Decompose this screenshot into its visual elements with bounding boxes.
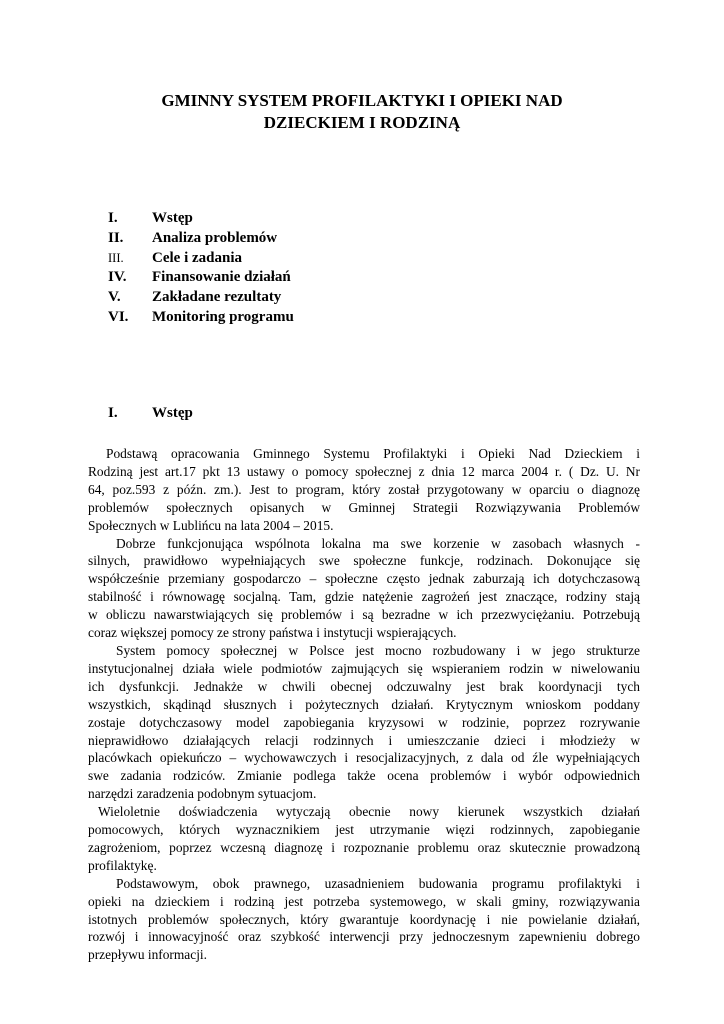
text-line: opieki na dzieckiem i rodziną jest potrzeba systemowego, w skali gminy, rozwiązywania <box>88 893 640 909</box>
text-line: pomocowych, których wyznacznikiem jest utrzymanie więzi rodzinnych, zapobieganie <box>88 822 640 838</box>
text-line: 64, poz.593 z późn. zm.). Jest to program, który został przygotowany w oparciu o diagnozę <box>88 481 640 497</box>
text-line: Wieloletnie doświadczenia wytyczają obecnie nowy kierunek wszystkich działań <box>98 804 640 820</box>
title-line: GMINNY SYSTEM PROFILAKTYKI I OPIEKI NAD <box>161 91 563 110</box>
text-line: narzędzi zaradzenia podobnym sytuacjom. <box>88 786 317 802</box>
text-line: silnych, prawidłowo wypełniających swe społeczne funkcje, rodzinach. Dokonujące się <box>88 553 640 569</box>
text-line: Podstawowym, obok prawnego, uzasadnieniem budowania programu profilaktyki i <box>116 875 640 891</box>
text-line: problemów społecznych opisanych w Gminnej Strategii Rozwiązywania Problemów <box>88 499 640 515</box>
text-line: stabilność i równowagę socjalną. Tam, gdzie natężenie zagrożeń jest znaczące, rodziny stają <box>88 589 640 605</box>
toc-label: Analiza problemów <box>152 229 278 246</box>
text-line: przepływu informacji. <box>88 947 207 963</box>
text-line: zostaje dotychczasowy model zapobiegania kryzysowi w rodzinie, poprzez rozrywanie <box>88 714 640 730</box>
toc-item <box>108 268 294 288</box>
toc-item <box>108 288 294 308</box>
text-line: Dobrze funkcjonująca wspólnota lokalna ma swe korzenie w zasobach własnych - <box>116 535 640 551</box>
toc-label: Wstęp <box>152 210 193 226</box>
text-line: nieprawidłowo działających relacji rodzinnych i umieszczanie dzieci i młodzieży w <box>88 732 640 748</box>
text-line: ich dysfunkcji. Jednakże w chwili obecnej odczuwalny jest brak koordynacji tych <box>88 678 640 694</box>
toc-label: Monitoring programu <box>152 308 294 325</box>
text-line: zagrożeniom, poprzez wczesną diagnozę i rozpoznanie problemu oraz skutecznie prowadzoną <box>88 839 640 855</box>
text-line: rozwój i innowacyjność oraz szybkość interwencji przy jednoczesnym zapewnieniu dobrego <box>88 929 640 945</box>
text-line: placówkach opiekuńczo – wychowawczych i resocjalizacyjnych, z dala od źle wypełniających <box>88 750 640 766</box>
text-line: Podstawą opracowania Gminnego Systemu Profilaktyki i Opieki Nad Dzieckiem i <box>106 446 640 461</box>
section-heading <box>108 403 193 423</box>
toc-number: II. <box>108 229 124 246</box>
toc-item <box>108 308 294 328</box>
toc-number: IV. <box>108 269 127 286</box>
text-line: System pomocy społecznej w Polsce jest mocno rozbudowany i w jego strukturze <box>116 642 640 658</box>
text-line: profilaktykę. <box>88 857 157 873</box>
title-line: DZIECKIEM I RODZINĄ <box>263 113 461 132</box>
toc-label: Finansowanie działań <box>152 269 291 286</box>
text-line: współcześnie przemiany gospodarczo – społeczne często jednak zaburzają ich dotychczasową <box>88 571 640 587</box>
toc-label: Cele i zadania <box>152 249 242 266</box>
text-line: Społecznych w Lublińcu na lata 2004 – 2015. <box>88 517 334 533</box>
text-line: Rodziną jest art.17 pkt 13 ustawy o pomocy społecznej z dnia 12 marca 2004 r. ( Dz. U. Nr <box>88 463 640 479</box>
body-text <box>88 445 640 964</box>
toc-number: VI. <box>108 308 129 325</box>
table-of-contents <box>108 209 294 328</box>
text-line: coraz większej pomocy ze strony państwa i instytucji wspierających. <box>88 625 457 641</box>
text-line: istotnych problemów społecznych, który gwarantuje koordynację i nie powielanie działań, <box>88 911 640 927</box>
text-line: swe zadania rodziców. Zmianie podlega także ocena problemów i wybór odpowiednich <box>88 768 640 784</box>
section-number: I. <box>108 405 118 421</box>
toc-item <box>108 209 294 229</box>
text-line: instytucjonalnej działa wiele podmiotów zajmujących się wspieraniem rodzin w niwelowaniu <box>88 660 640 676</box>
toc-item <box>108 249 294 269</box>
text-line: wszystkich, skądinąd słusznych i pożytecznych działań. Krytycznym wnioskom poddany <box>88 696 640 712</box>
text-line: w obliczu nawarstwiających się problemów i są bezradne w ich przezwyciężaniu. Potrzebują <box>88 607 640 623</box>
document-title <box>90 90 634 134</box>
toc-label: Zakładane rezultaty <box>152 289 282 306</box>
toc-item <box>108 229 294 249</box>
toc-number: III. <box>108 250 124 265</box>
section-title: Wstęp <box>152 405 193 421</box>
toc-number: V. <box>108 289 121 306</box>
toc-number: I. <box>108 210 118 226</box>
